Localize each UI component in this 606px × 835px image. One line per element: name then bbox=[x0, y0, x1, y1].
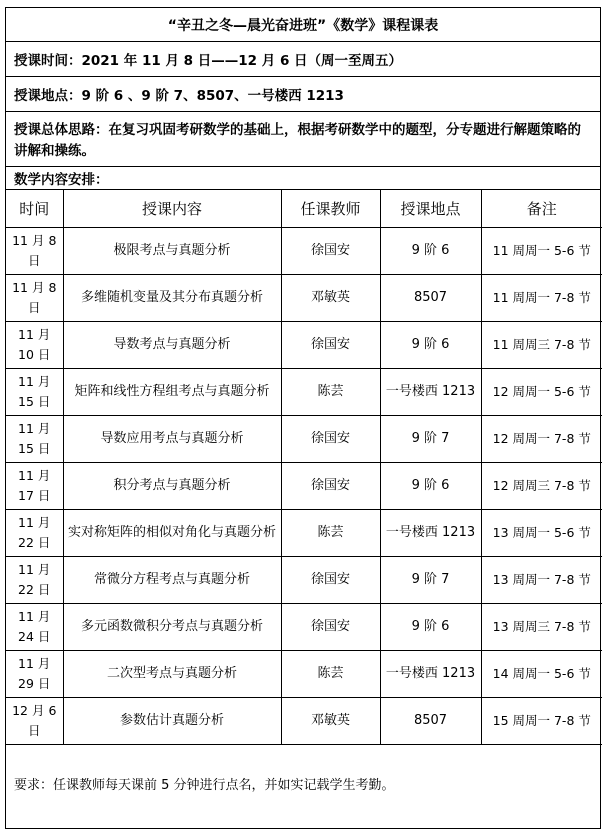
cell-topic: 实对称矩阵的相似对角化与真题分析 bbox=[63, 509, 281, 556]
cell-note: 11 周周三 7-8 节 bbox=[481, 321, 602, 368]
cell-place: 一号楼西 1213 bbox=[380, 368, 481, 415]
cell-teacher: 徐国安 bbox=[281, 462, 380, 509]
cell-teacher: 徐国安 bbox=[281, 415, 380, 462]
teaching-time-label: 授课时间： bbox=[14, 53, 82, 69]
cell-teacher: 陈芸 bbox=[281, 509, 380, 556]
cell-place: 9 阶 7 bbox=[380, 415, 481, 462]
cell-place: 9 阶 6 bbox=[380, 321, 481, 368]
cell-date: 11 月 15 日 bbox=[6, 368, 63, 415]
cell-note: 13 周周一 5-6 节 bbox=[481, 509, 602, 556]
table-row bbox=[6, 650, 602, 697]
cell-place: 9 阶 6 bbox=[380, 603, 481, 650]
teaching-time-value: 2021 年 11 月 8 日——12 月 6 日（周一至周五） bbox=[81, 53, 403, 69]
table-row bbox=[6, 274, 602, 321]
cell-teacher: 徐国安 bbox=[281, 556, 380, 603]
teaching-approach bbox=[6, 112, 600, 167]
header-note: 备注 bbox=[481, 190, 602, 227]
cell-topic: 二次型考点与真题分析 bbox=[63, 650, 281, 697]
cell-place: 8507 bbox=[380, 697, 481, 744]
cell-place: 8507 bbox=[380, 274, 481, 321]
cell-topic: 参数估计真题分析 bbox=[63, 697, 281, 744]
attendance-requirement: 要求：任课教师每天课前 5 分钟进行点名，并如实记载学生考勤。 bbox=[14, 777, 395, 793]
cell-place: 一号楼西 1213 bbox=[380, 509, 481, 556]
table-header-row bbox=[6, 190, 602, 227]
teaching-time bbox=[6, 42, 600, 77]
cell-note: 11 周周一 7-8 节 bbox=[481, 274, 602, 321]
cell-note: 12 周周三 7-8 节 bbox=[481, 462, 602, 509]
cell-date: 11 月 15 日 bbox=[6, 415, 63, 462]
cell-topic: 常微分方程考点与真题分析 bbox=[63, 556, 281, 603]
cell-note: 15 周周一 7-8 节 bbox=[481, 697, 602, 744]
teaching-approach-label: 授课总体思路： bbox=[14, 122, 109, 138]
cell-note: 12 周周一 7-8 节 bbox=[481, 415, 602, 462]
cell-date: 11 月 8 日 bbox=[6, 274, 63, 321]
cell-topic: 极限考点与真题分析 bbox=[63, 227, 281, 274]
cell-date: 11 月 22 日 bbox=[6, 509, 63, 556]
table-row bbox=[6, 368, 602, 415]
cell-place: 9 阶 6 bbox=[380, 462, 481, 509]
cell-place: 9 阶 6 bbox=[380, 227, 481, 274]
cell-teacher: 陈芸 bbox=[281, 368, 380, 415]
cell-teacher: 徐国安 bbox=[281, 603, 380, 650]
cell-teacher: 徐国安 bbox=[281, 321, 380, 368]
cell-topic: 多元函数微积分考点与真题分析 bbox=[63, 603, 281, 650]
content-section-title: 数学内容安排： bbox=[6, 167, 600, 190]
teaching-approach-text: 在复习巩固考研数学的基础上，根据考研数学中的题型，分专题进行解题策略的讲解和操练。 bbox=[14, 122, 581, 159]
cell-date: 11 月 24 日 bbox=[6, 603, 63, 650]
cell-teacher: 邓敏英 bbox=[281, 274, 380, 321]
table-row bbox=[6, 556, 602, 603]
cell-note: 11 周周一 5-6 节 bbox=[481, 227, 602, 274]
teaching-location bbox=[6, 77, 600, 112]
cell-topic: 积分考点与真题分析 bbox=[63, 462, 281, 509]
cell-topic: 矩阵和线性方程组考点与真题分析 bbox=[63, 368, 281, 415]
table-row bbox=[6, 321, 602, 368]
cell-date: 11 月 10 日 bbox=[6, 321, 63, 368]
header-topic: 授课内容 bbox=[63, 190, 281, 227]
cell-topic: 多维随机变量及其分布真题分析 bbox=[63, 274, 281, 321]
table-row bbox=[6, 603, 602, 650]
cell-date: 12 月 6 日 bbox=[6, 697, 63, 744]
teaching-location-value: 9 阶 6 、9 阶 7、8507、一号楼西 1213 bbox=[81, 88, 344, 104]
header-teacher: 任课教师 bbox=[281, 190, 380, 227]
cell-place: 一号楼西 1213 bbox=[380, 650, 481, 697]
cell-date: 11 月 17 日 bbox=[6, 462, 63, 509]
schedule-table bbox=[6, 190, 602, 745]
cell-teacher: 陈芸 bbox=[281, 650, 380, 697]
cell-date: 11 月 29 日 bbox=[6, 650, 63, 697]
cell-note: 14 周周一 5-6 节 bbox=[481, 650, 602, 697]
header-place: 授课地点 bbox=[380, 190, 481, 227]
table-row bbox=[6, 697, 602, 744]
header-date: 时间 bbox=[6, 190, 63, 227]
table-row bbox=[6, 462, 602, 509]
cell-place: 9 阶 7 bbox=[380, 556, 481, 603]
schedule-document bbox=[5, 7, 601, 829]
table-row bbox=[6, 509, 602, 556]
document-title: “辛丑之冬—晨光奋进班”《数学》课程课表 bbox=[6, 8, 600, 42]
cell-topic: 导数应用考点与真题分析 bbox=[63, 415, 281, 462]
cell-date: 11 月 8 日 bbox=[6, 227, 63, 274]
cell-note: 13 周周一 7-8 节 bbox=[481, 556, 602, 603]
table-row bbox=[6, 415, 602, 462]
cell-date: 11 月 22 日 bbox=[6, 556, 63, 603]
table-row bbox=[6, 227, 602, 274]
cell-topic: 导数考点与真题分析 bbox=[63, 321, 281, 368]
teaching-location-label: 授课地点： bbox=[14, 88, 82, 104]
cell-note: 12 周周一 5-6 节 bbox=[481, 368, 602, 415]
cell-teacher: 邓敏英 bbox=[281, 697, 380, 744]
cell-teacher: 徐国安 bbox=[281, 227, 380, 274]
cell-note: 13 周周三 7-8 节 bbox=[481, 603, 602, 650]
